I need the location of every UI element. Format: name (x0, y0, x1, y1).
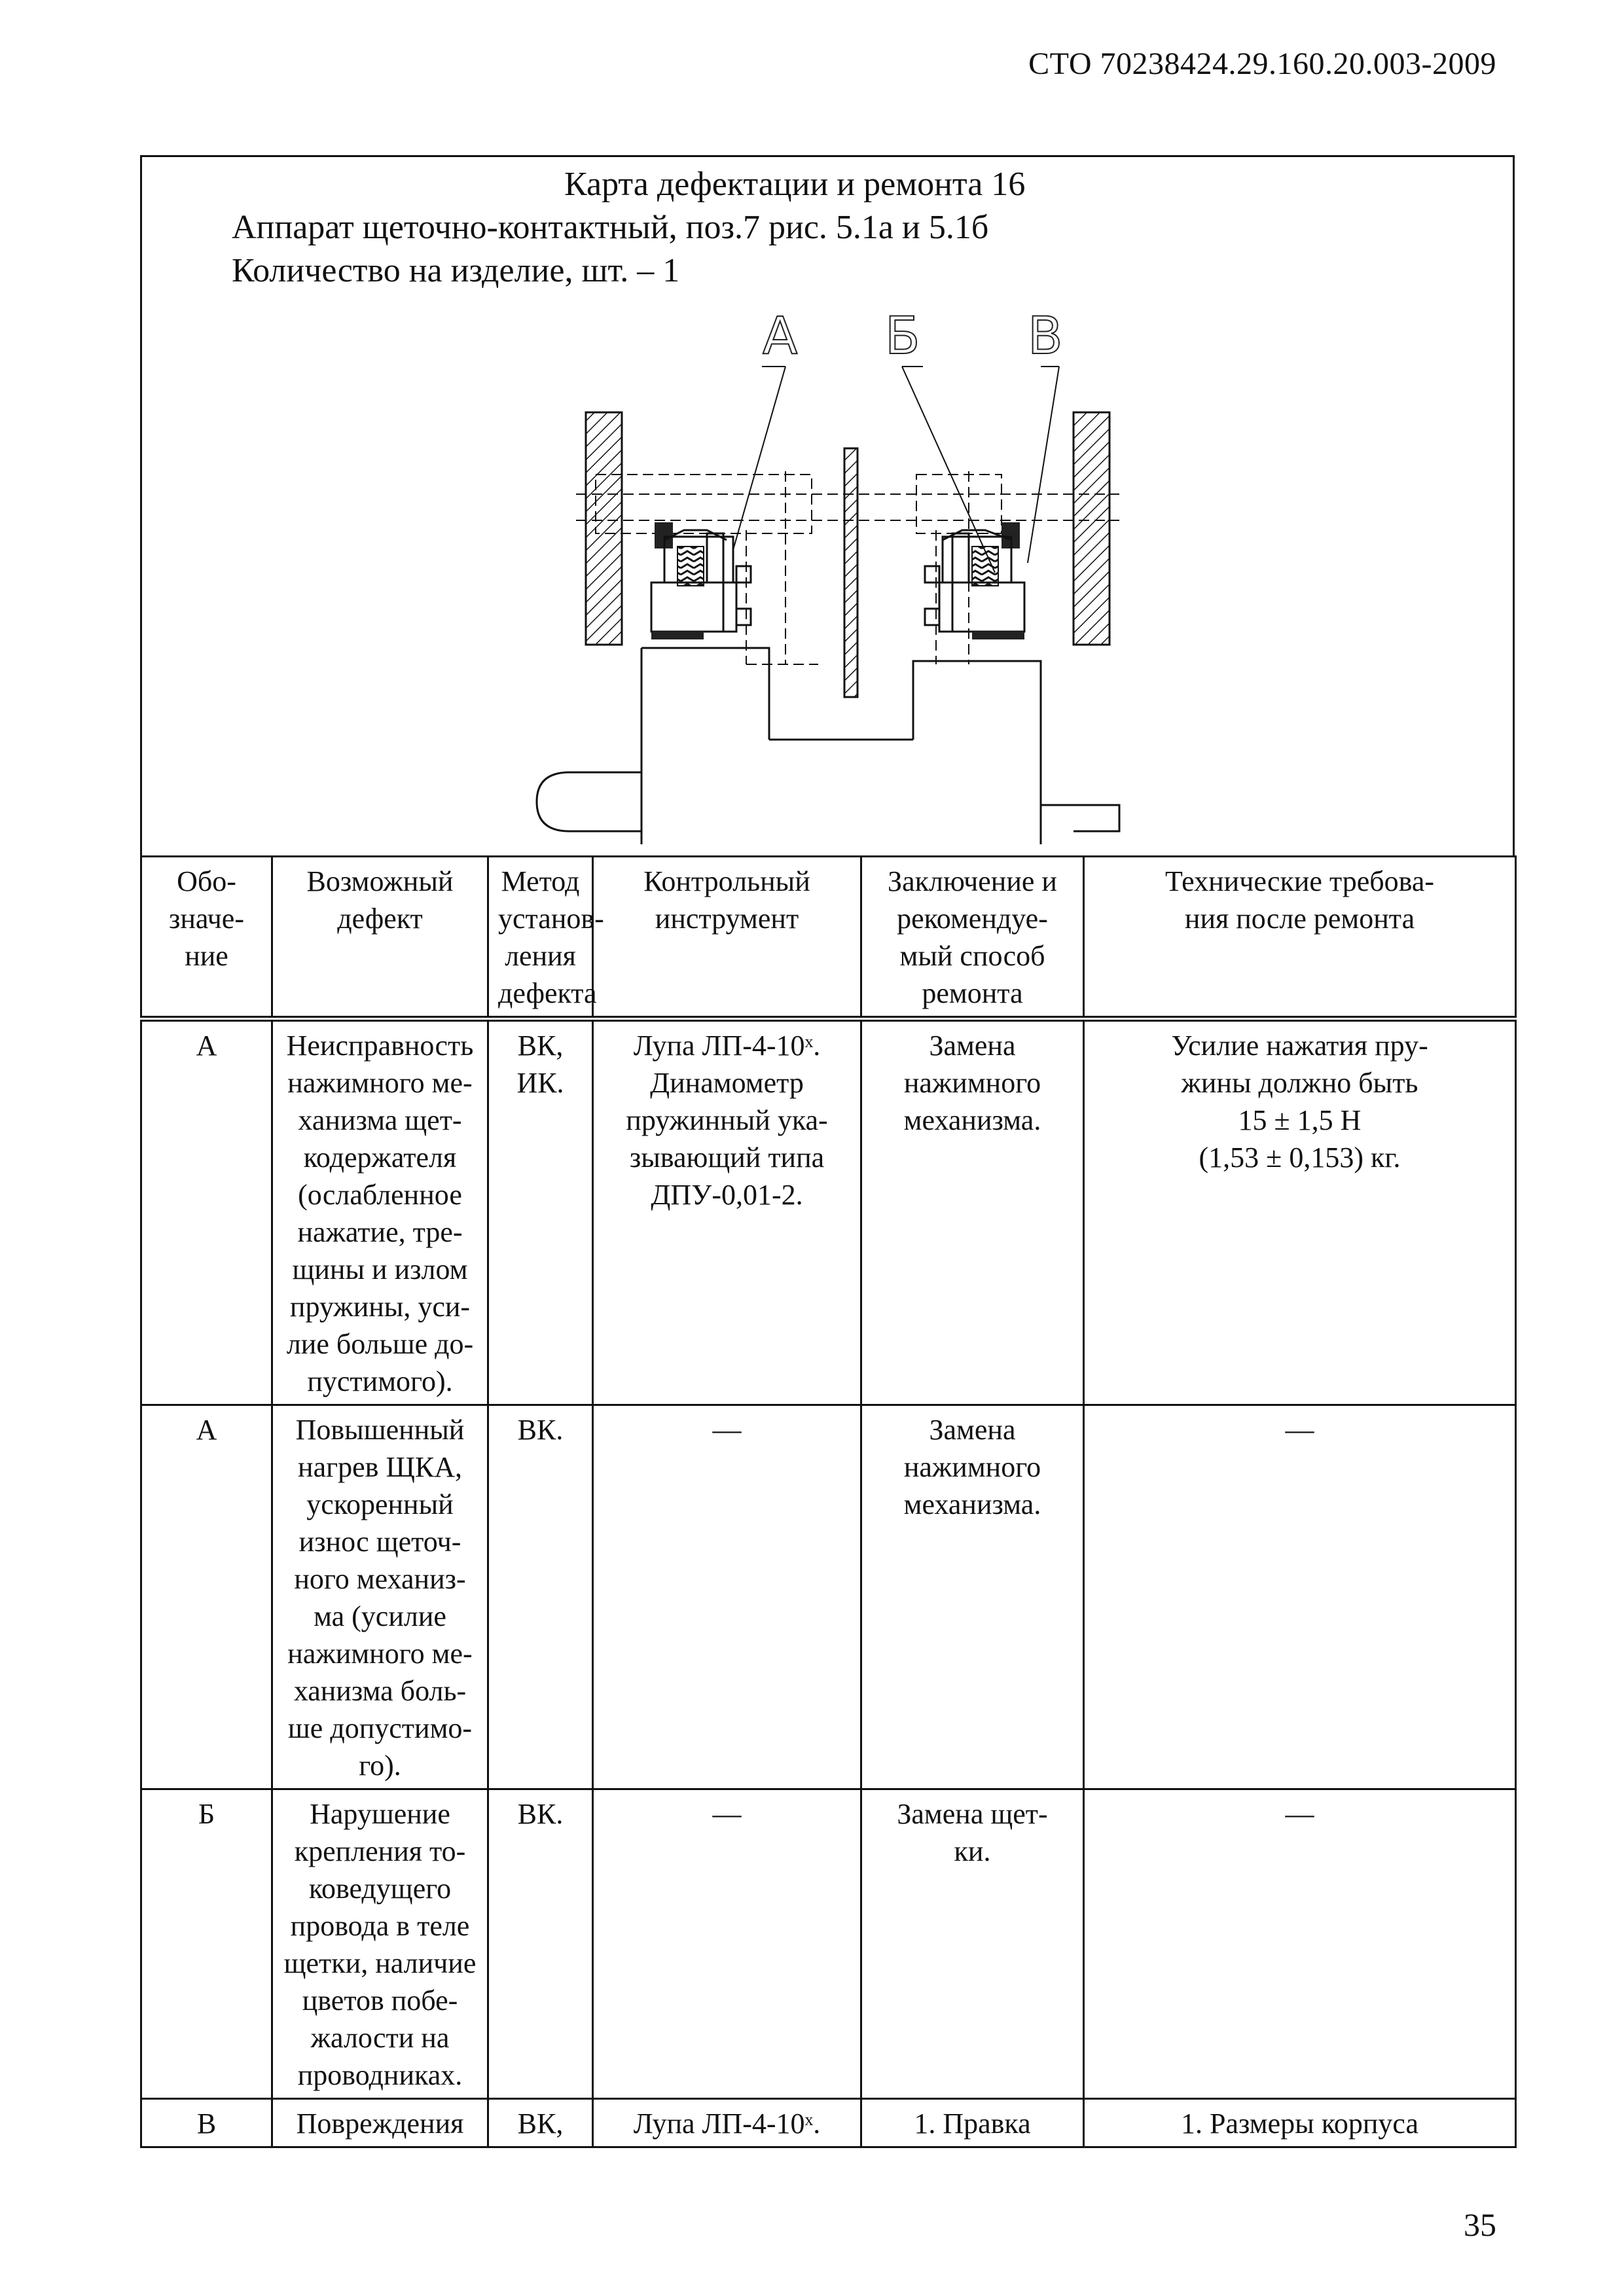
cell-tool: Лупа ЛП-4-10ˣ. Динамометр пружинный ука- зывающий типа ДПУ-0,01-2. (593, 1019, 861, 1405)
table-row (141, 1019, 1516, 1405)
card-title: Карта дефектации и ремонта 16 (564, 166, 1026, 203)
cell-requirements: Усилие нажатия пру- жины должно быть 15 ± 1,5 Н (1,53 ± 0,153) кг. (1084, 1019, 1516, 1405)
card-quantity: Количество на изделие, шт. – 1 (232, 252, 680, 289)
document-code: СТО 70238424.29.160.20.003-2009 (1028, 46, 1496, 81)
cell-designation: А (141, 1405, 272, 1789)
cell-defect: Нарушение крепления то- коведущего провода в теле щетки, наличие цветов побе- жалости на проводниках. (272, 1789, 488, 2099)
header-possible-defect: Возможный дефект (272, 857, 488, 1019)
cell-conclusion: 1. Правка (861, 2099, 1084, 2147)
header-designation: Обо- значе- ние (141, 857, 272, 1019)
table-row (141, 2099, 1516, 2147)
cell-requirements: — (1084, 1789, 1516, 2099)
card-subtitle: Аппарат щеточно-контактный, поз.7 рис. 5.1а и 5.1б (232, 209, 989, 246)
drawing-label-b: Б (885, 307, 920, 366)
defects-table (140, 855, 1517, 2148)
cell-conclusion: Замена щет- ки. (861, 1789, 1084, 2099)
drawing-label-c: В (1028, 307, 1063, 366)
cell-designation: А (141, 1019, 272, 1405)
header-detection-method: Метод установ- ления дефекта (488, 857, 593, 1019)
cell-designation: В (141, 2099, 272, 2147)
cell-method: ВК, ИК. (488, 1019, 593, 1405)
header-control-tool: Контрольный инструмент (593, 857, 861, 1019)
page-number: 35 (1464, 2206, 1496, 2243)
header-conclusion: Заключение и рекомендуе- мый способ ремонта (861, 857, 1084, 1019)
technical-drawing (511, 307, 1152, 844)
cell-conclusion: Замена нажимного механизма. (861, 1405, 1084, 1789)
cell-method: ВК, (488, 2099, 593, 2147)
cell-method: ВК. (488, 1405, 593, 1789)
cell-tool: — (593, 1405, 861, 1789)
cell-defect: Неисправность нажимного ме- ханизма щет- кодержателя (ослабленное нажатие, тре- щины и излом пружины, уси- лие больше до- пустимого). (272, 1019, 488, 1405)
table-row (141, 1405, 1516, 1789)
cell-tool: — (593, 1789, 861, 2099)
cell-method: ВК. (488, 1789, 593, 2099)
table-header-row (141, 857, 1516, 1019)
cell-conclusion: Замена нажимного механизма. (861, 1019, 1084, 1405)
table-row (141, 1789, 1516, 2099)
cell-requirements: 1. Размеры корпуса (1084, 2099, 1516, 2147)
cell-defect: Повышенный нагрев ЩКА, ускоренный износ щеточ- ного механиз- ма (усилие нажимного ме- ханизма боль- ше допустимо- го). (272, 1405, 488, 1789)
cell-defect: Повреждения (272, 2099, 488, 2147)
cell-designation: Б (141, 1789, 272, 2099)
header-requirements: Технические требова- ния после ремонта (1084, 857, 1516, 1019)
cell-requirements: — (1084, 1405, 1516, 1789)
cell-tool: Лупа ЛП-4-10ˣ. (593, 2099, 861, 2147)
drawing-label-a: А (763, 307, 798, 366)
